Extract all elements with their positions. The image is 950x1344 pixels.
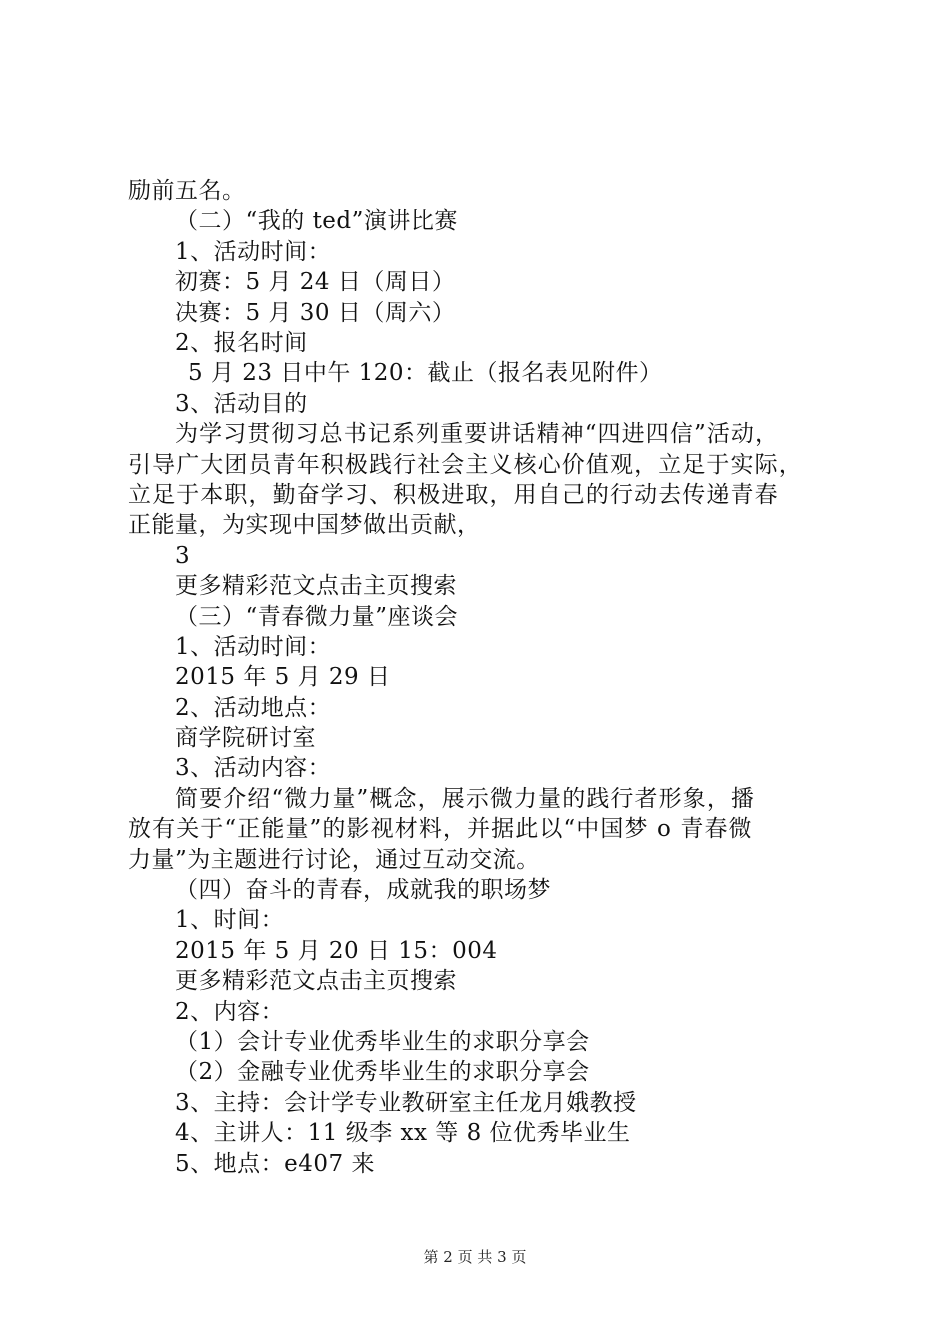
list-item: （1）会计专业优秀毕业生的求职分享会 bbox=[175, 1029, 590, 1056]
text-line: 5 月 23 日中午 120：截止（报名表见附件） bbox=[188, 360, 663, 387]
section-heading: （二）“我的 ted”演讲比赛 bbox=[175, 208, 458, 235]
paragraph-line: 力量”为主题进行讨论，通过互动交流。 bbox=[128, 846, 540, 873]
text-line: 决赛：5 月 30 日（周六） bbox=[175, 299, 456, 326]
text-line: 3 bbox=[175, 542, 191, 569]
promo-text: 更多精彩范文点击主页搜索 bbox=[175, 573, 457, 600]
text-line: 3、活动内容： bbox=[175, 755, 332, 782]
text-line: 2、活动地点： bbox=[175, 694, 332, 721]
section-heading: （四）奋斗的青春，成就我的职场梦 bbox=[175, 877, 551, 904]
promo-text: 更多精彩范文点击主页搜索 bbox=[175, 968, 457, 995]
text-line: 4、主讲人：11 级李 xx 等 8 位优秀毕业生 bbox=[175, 1120, 631, 1147]
text-line: 1、活动时间： bbox=[175, 238, 332, 265]
text-line: 励前五名。 bbox=[128, 178, 246, 204]
page-number-footer: 第 2 页 共 3 页 bbox=[423, 1248, 527, 1266]
paragraph-line: 正能量，为实现中国梦做出贡献， bbox=[128, 512, 481, 539]
text-line: 1、时间： bbox=[175, 907, 285, 934]
text-line: 2、报名时间 bbox=[175, 329, 308, 356]
text-line: 5、地点：e407 来 bbox=[175, 1150, 375, 1177]
paragraph-line: 放有关于“正能量”的影视材料，并据此以“中国梦 o 青春微 bbox=[128, 816, 753, 843]
text-line: 3、主持：会计学专业教研室主任龙月娥教授 bbox=[175, 1089, 637, 1116]
section-heading: （三）“青春微力量”座谈会 bbox=[175, 603, 459, 630]
paragraph-line: 为学习贯彻习总书记系列重要讲话精神“四进四信”活动， bbox=[175, 421, 780, 448]
paragraph-line: 简要介绍“微力量”概念，展示微力量的践行者形象，播 bbox=[175, 785, 756, 812]
text-line: 1、活动时间： bbox=[175, 633, 332, 660]
document-body bbox=[128, 176, 838, 1179]
text-line: 3、活动目的 bbox=[175, 390, 308, 417]
text-line: 初赛：5 月 24 日（周日） bbox=[175, 269, 456, 296]
text-line: 2015 年 5 月 20 日 15：004 bbox=[175, 937, 498, 964]
paragraph-line: 立足于本职，勤奋学习、积极进取，用自己的行动去传递青春 bbox=[128, 481, 779, 508]
text-line: 商学院研讨室 bbox=[175, 725, 316, 752]
list-item: （2）金融专业优秀毕业生的求职分享会 bbox=[175, 1059, 590, 1086]
paragraph-line: 引导广大团员青年积极践行社会主义核心价值观，立足于实际， bbox=[128, 451, 803, 478]
text-line: 2015 年 5 月 29 日 bbox=[175, 664, 391, 691]
text-line: 2、内容： bbox=[175, 998, 285, 1025]
